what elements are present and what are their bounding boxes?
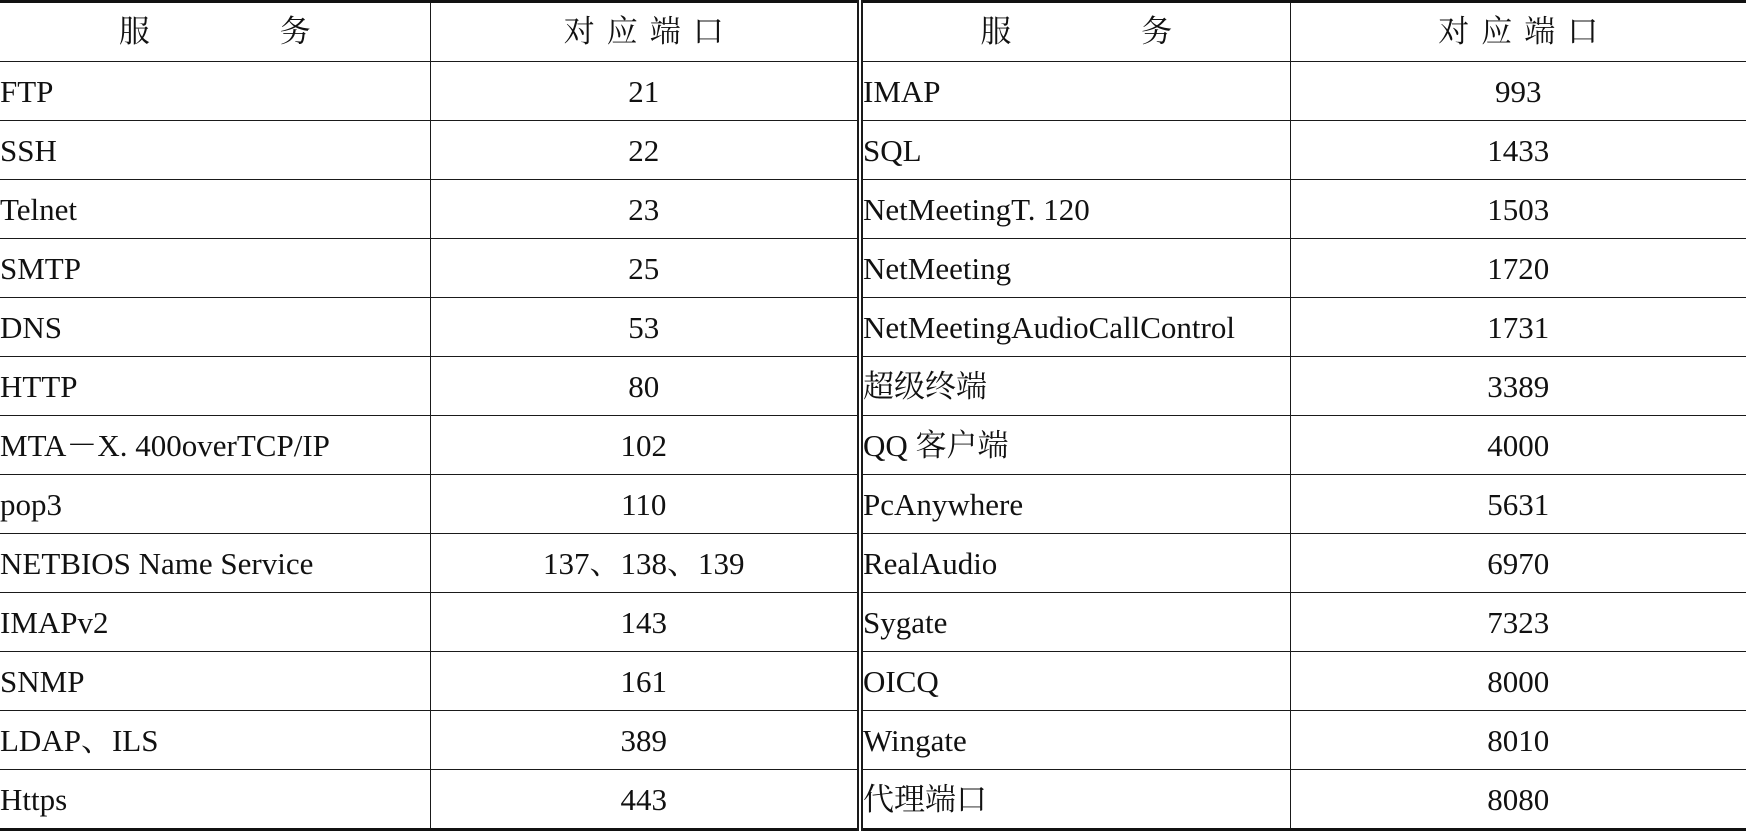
- cell-port-left: 143: [430, 593, 860, 652]
- cell-service-right: SQL: [860, 121, 1290, 180]
- cell-port-right: 1503: [1290, 180, 1746, 239]
- cell-port-left: 110: [430, 475, 860, 534]
- header-service-right: 服 务: [860, 2, 1290, 62]
- cell-service-right: IMAP: [860, 62, 1290, 121]
- cell-service-right: PcAnywhere: [860, 475, 1290, 534]
- cell-service-right: NetMeetingAudioCallControl: [860, 298, 1290, 357]
- table-row: [0, 475, 1746, 534]
- cell-service-left: DNS: [0, 298, 430, 357]
- cell-port-left: 53: [430, 298, 860, 357]
- table-row: [0, 593, 1746, 652]
- cell-service-right: NetMeeting: [860, 239, 1290, 298]
- table-row: [0, 180, 1746, 239]
- cell-service-left: HTTP: [0, 357, 430, 416]
- cell-service-left: FTP: [0, 62, 430, 121]
- cell-service-left: SMTP: [0, 239, 430, 298]
- cell-port-right: 4000: [1290, 416, 1746, 475]
- table-row: [0, 770, 1746, 830]
- header-port-left: 对应端口: [430, 2, 860, 62]
- header-service-left: 服 务: [0, 2, 430, 62]
- cell-service-left: Https: [0, 770, 430, 830]
- cell-port-left: 21: [430, 62, 860, 121]
- table-body: [0, 2, 1746, 830]
- cell-port-right: 7323: [1290, 593, 1746, 652]
- cell-port-right: 993: [1290, 62, 1746, 121]
- cell-port-left: 102: [430, 416, 860, 475]
- cell-port-right: 1433: [1290, 121, 1746, 180]
- table-row: [0, 711, 1746, 770]
- cell-port-right: 1720: [1290, 239, 1746, 298]
- cell-port-left: 443: [430, 770, 860, 830]
- cell-port-right: 3389: [1290, 357, 1746, 416]
- cell-service-right: 代理端口: [860, 770, 1290, 830]
- header-port-right: 对应端口: [1290, 2, 1746, 62]
- cell-service-left: IMAPv2: [0, 593, 430, 652]
- cell-service-right: 超级终端: [860, 357, 1290, 416]
- cell-port-right: 8000: [1290, 652, 1746, 711]
- table-row: [0, 652, 1746, 711]
- table-row: [0, 357, 1746, 416]
- header-row: [0, 2, 1746, 62]
- cell-service-right: NetMeetingT. 120: [860, 180, 1290, 239]
- cell-service-right: OICQ: [860, 652, 1290, 711]
- cell-service-right: QQ 客户端: [860, 416, 1290, 475]
- cell-port-right: 8080: [1290, 770, 1746, 830]
- cell-service-left: NETBIOS Name Service: [0, 534, 430, 593]
- cell-port-left: 161: [430, 652, 860, 711]
- cell-service-right: Sygate: [860, 593, 1290, 652]
- cell-service-right: RealAudio: [860, 534, 1290, 593]
- table-row: [0, 416, 1746, 475]
- cell-port-left: 389: [430, 711, 860, 770]
- cell-service-right: Wingate: [860, 711, 1290, 770]
- cell-port-right: 6970: [1290, 534, 1746, 593]
- cell-port-left: 22: [430, 121, 860, 180]
- table-row: [0, 298, 1746, 357]
- cell-service-left: SNMP: [0, 652, 430, 711]
- cell-service-left: SSH: [0, 121, 430, 180]
- cell-service-left: pop3: [0, 475, 430, 534]
- cell-port-left: 80: [430, 357, 860, 416]
- cell-service-left: MTA－X. 400overTCP/IP: [0, 416, 430, 475]
- table-row: [0, 62, 1746, 121]
- cell-port-left: 25: [430, 239, 860, 298]
- cell-port-right: 1731: [1290, 298, 1746, 357]
- cell-service-left: Telnet: [0, 180, 430, 239]
- cell-port-left: 137、138、139: [430, 534, 860, 593]
- cell-port-left: 23: [430, 180, 860, 239]
- cell-port-right: 5631: [1290, 475, 1746, 534]
- table-row: [0, 121, 1746, 180]
- table-row: [0, 239, 1746, 298]
- cell-port-right: 8010: [1290, 711, 1746, 770]
- cell-service-left: LDAP、ILS: [0, 711, 430, 770]
- table-row: [0, 534, 1746, 593]
